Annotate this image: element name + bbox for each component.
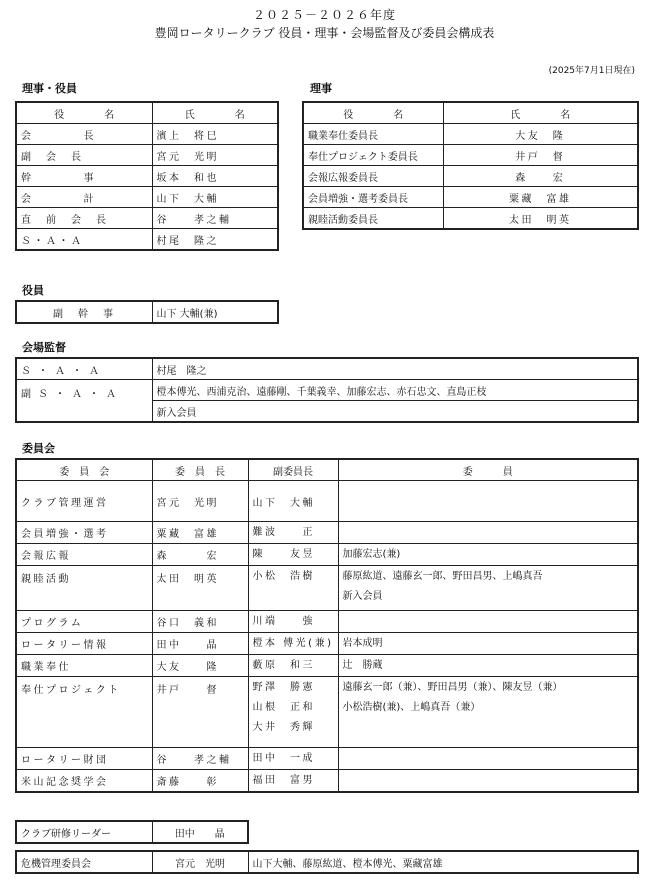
name-cell: 田中 晶	[152, 821, 248, 843]
role-cell: 会 長	[16, 124, 152, 145]
members-cell	[338, 522, 638, 544]
role-cell: 直 前 会 長	[16, 208, 152, 229]
col-header-vice: 副委員長	[248, 459, 338, 481]
members-cell	[338, 677, 638, 748]
role-cell: 危機管理委員会	[16, 851, 152, 873]
role-cell: 会員増強・選考委員長	[303, 187, 443, 208]
member-line: 岩本成明	[342, 638, 383, 649]
role-cell: 奉仕プロジェクト委員長	[303, 145, 443, 166]
member-line: 遠藤玄一郎（兼）、野田昌男（兼）、陳友昱（兼）	[342, 682, 563, 693]
chair-cell: 粟藏 富雄	[152, 522, 248, 544]
committee-name-cell: クラブ管理運営	[16, 481, 152, 522]
table-row	[16, 851, 638, 873]
committees-heading: 委員会	[22, 442, 55, 455]
committee-name-cell: ロータリー財団	[16, 748, 152, 770]
col-header-name: 氏 名	[152, 102, 278, 124]
table-row	[303, 124, 638, 145]
members-cell	[338, 633, 638, 655]
col-header-name: 氏 名	[443, 102, 638, 124]
committees-table	[15, 458, 639, 793]
chair-cell: 谷口 義和	[152, 611, 248, 633]
table-row	[16, 655, 638, 677]
col-header-chair: 委 員 長	[152, 459, 248, 481]
vice-cell	[248, 611, 338, 633]
table-row	[16, 544, 638, 566]
table-row	[303, 145, 638, 166]
kaijo-table	[15, 357, 639, 423]
member-line: 小松浩樹(兼)、上嶋真吾（兼）	[342, 702, 481, 713]
officers-heading: 理事・役員	[22, 82, 77, 95]
committee-name-cell: 職業奉仕	[16, 655, 152, 677]
table-row	[16, 611, 638, 633]
role-cell: 副 会 長	[16, 145, 152, 166]
col-header-committee: 委 員 会	[16, 459, 152, 481]
as-of-date: (2025年7月1日現在)	[548, 66, 635, 76]
table-row	[16, 166, 278, 187]
committee-name-cell: ロータリー情報	[16, 633, 152, 655]
name-cell: 坂本 和也	[152, 166, 278, 187]
members-cell	[338, 655, 638, 677]
vice-cell	[248, 566, 338, 611]
vice-name: 川端 強	[252, 616, 315, 627]
vice-name: 藪原 和三	[252, 660, 315, 671]
vice-cell	[248, 770, 338, 793]
name-cell: 山下 大輔(兼)	[152, 301, 278, 323]
name-cell: 山下 大輔	[152, 187, 278, 208]
table-row	[16, 821, 248, 843]
table-row	[16, 229, 278, 251]
name-cell: 村尾 隆之	[152, 358, 638, 380]
name-cell: 森 宏	[443, 166, 638, 187]
name-cell: 大友 隆	[443, 124, 638, 145]
members-cell	[338, 611, 638, 633]
table-row	[16, 770, 638, 793]
header-row	[16, 102, 278, 124]
committee-name-cell: プログラム	[16, 611, 152, 633]
vice-cell	[248, 748, 338, 770]
directors-table	[302, 101, 639, 230]
role-cell: 会報広報委員長	[303, 166, 443, 187]
table-row	[16, 124, 278, 145]
chair-cell: 大友 隆	[152, 655, 248, 677]
member-line: 新入会員	[342, 591, 383, 602]
member-line: 辻 勝蔵	[342, 660, 383, 671]
col-header-role: 役 名	[16, 102, 152, 124]
vice-name: 小松 浩樹	[252, 571, 315, 582]
chair-cell: 森 宏	[152, 544, 248, 566]
vice-cell	[248, 481, 338, 522]
role-cell: Ｓ・Ａ・Ａ	[16, 229, 152, 251]
table-row	[16, 566, 638, 611]
name-cell: 井戸 督	[443, 145, 638, 166]
kaijo-heading: 会場監督	[22, 341, 66, 354]
vice-cell	[248, 655, 338, 677]
table-row	[303, 187, 638, 208]
col-header-role: 役 名	[303, 102, 443, 124]
table-row	[16, 145, 278, 166]
name-cell: 濱上 将巳	[152, 124, 278, 145]
table-row	[16, 677, 638, 748]
members-cell	[338, 748, 638, 770]
name-cell: 村尾 隆之	[152, 229, 278, 251]
committee-name-cell: 奉仕プロジェクト	[16, 677, 152, 748]
committee-name-cell: 米山記念奨学会	[16, 770, 152, 793]
members-cell	[338, 770, 638, 793]
vice-cell	[248, 522, 338, 544]
chair-cell: 井戸 督	[152, 677, 248, 748]
vice-name: 山根 正和	[252, 702, 315, 713]
table-row	[16, 748, 638, 770]
table-row	[16, 301, 278, 323]
members-cell	[338, 544, 638, 566]
chair-cell: 太田 明英	[152, 566, 248, 611]
vice-cell	[248, 633, 338, 655]
chair-cell: 宮元 光明	[152, 851, 248, 873]
committee-name-cell: 会報広報	[16, 544, 152, 566]
name-cell: 新入会員	[152, 401, 638, 423]
chair-cell: 斎藤 彰	[152, 770, 248, 793]
page-title: 豊岡ロータリークラブ 役員・理事・会場監督及び委員会構成表	[154, 26, 495, 40]
chair-cell: 田中 晶	[152, 633, 248, 655]
chair-cell: 谷 孝之輔	[152, 748, 248, 770]
table-row	[303, 166, 638, 187]
members-cell	[338, 481, 638, 522]
club-trainer-table	[15, 820, 249, 844]
title-year: ２０２５－２０２６年度	[252, 8, 396, 22]
name-cell: 宮元 光明	[152, 145, 278, 166]
vice-name: 福田 富男	[252, 775, 315, 786]
officers-table	[15, 101, 279, 251]
vice-name: 野澤 勝憲	[252, 682, 315, 693]
committee-name-cell: 親睦活動	[16, 566, 152, 611]
name-cell: 太田 明英	[443, 208, 638, 230]
yakuin-heading: 役員	[22, 284, 44, 297]
name-cell: 粟藏 富雄	[443, 187, 638, 208]
table-row	[16, 522, 638, 544]
header-row	[303, 102, 638, 124]
role-cell: 職業奉仕委員長	[303, 124, 443, 145]
vice-name: 陳 友昱	[252, 549, 315, 560]
role-cell: 会 計	[16, 187, 152, 208]
vice-name: 田中 一成	[252, 753, 315, 764]
name-cell: 谷 孝之輔	[152, 208, 278, 229]
chair-cell: 宮元 光明	[152, 481, 248, 522]
table-row	[16, 208, 278, 229]
yakuin-table	[15, 300, 279, 324]
table-row	[16, 380, 638, 401]
members-cell	[338, 566, 638, 611]
table-row	[16, 187, 278, 208]
role-cell: 幹 事	[16, 166, 152, 187]
role-cell: Ｓ・Ａ・Ａ	[16, 358, 152, 380]
role-cell: 副Ｓ・Ａ・Ａ	[16, 380, 152, 423]
role-cell: クラブ研修リーダー	[16, 821, 152, 843]
role-cell: 副 幹 事	[16, 301, 152, 323]
header-row	[16, 459, 638, 481]
table-row	[16, 358, 638, 380]
vice-name: 山下 大輔	[252, 497, 315, 509]
vice-name: 大井 秀輝	[252, 722, 315, 733]
directors-heading: 理事	[310, 82, 332, 95]
vice-name: 榿本 傅光(兼)	[252, 638, 334, 649]
table-row	[303, 208, 638, 230]
table-row	[16, 633, 638, 655]
member-line: 藤原紘道、遠藤玄一郎、野田昌男、上嶋真吾	[342, 571, 543, 582]
col-header-members: 委 員	[338, 459, 638, 481]
vice-cell	[248, 544, 338, 566]
member-line: 加藤宏志(兼)	[342, 549, 401, 560]
table-row	[16, 481, 638, 522]
role-cell: 親睦活動委員長	[303, 208, 443, 230]
vice-cell	[248, 677, 338, 748]
members-cell: 山下大輔、藤原紘道、榿本傅光、粟藏富雄	[248, 851, 638, 873]
committee-name-cell: 会員増強・選考	[16, 522, 152, 544]
name-cell: 榿本傅光、西浦克治、遠藤剛、千葉義幸、加藤宏志、赤石忠文、直島正枝	[152, 380, 638, 401]
vice-name: 難波 正	[252, 527, 315, 538]
crisis-table	[15, 850, 639, 874]
